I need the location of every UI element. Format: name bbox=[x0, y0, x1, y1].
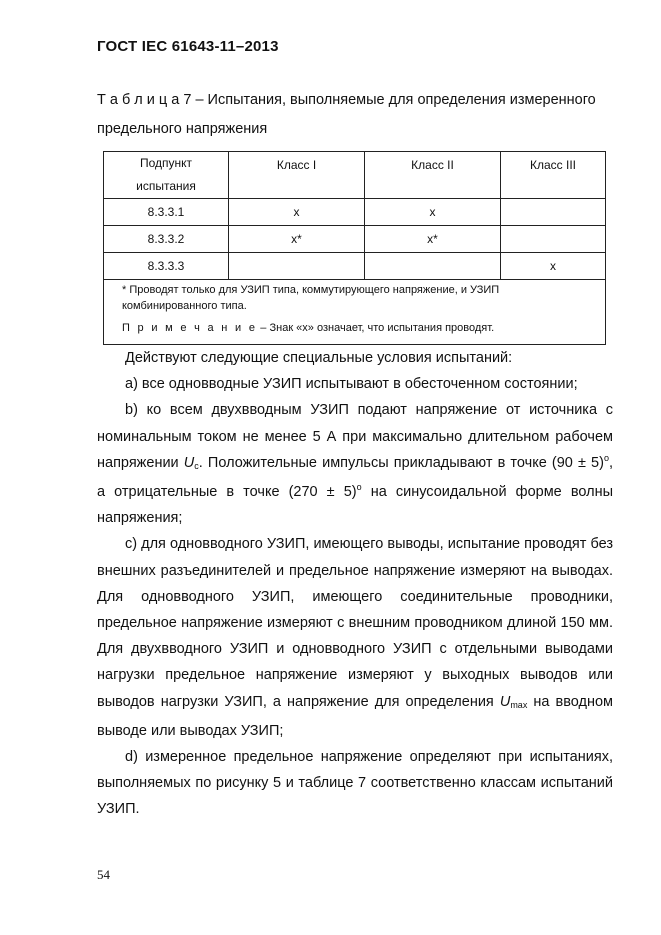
item-c-text-1: с) для одновводного УЗИП, имеющего выводы, испытание проводят без внешних разъединителей и предельное напряжение измеряют на выводах. Для одновводного УЗИП, имеющего соединительные проводники, предельное напряжение измеряют с внешним проводником длиной 150 мм. Для двухвводного УЗИП и одновводного УЗИП с отдельными выводами нагрузки предельное напряжение измеряют у выходных выводов или выводов нагрузки УЗИП, а напряжение для определения bbox=[97, 536, 613, 710]
symbol-uc-subscript: c bbox=[194, 460, 199, 471]
header-subclause-line2: испытания bbox=[136, 179, 196, 193]
paragraph-item-a: а) все одновводные УЗИП испытывают в обесточенном состоянии; bbox=[125, 376, 578, 393]
cell-class-2: x* bbox=[365, 226, 501, 253]
cell-subclause: 8.3.3.3 bbox=[104, 253, 229, 280]
item-b-text-1: b) ко всем двухвводным УЗИП подают напряжение от источника с номинальным током не менее 5 А при максимально длительном рабочем напряжении bbox=[97, 402, 613, 471]
table-note-text: – Знак «x» означает, что испытания проводят. bbox=[257, 322, 495, 334]
cell-subclause: 8.3.3.1 bbox=[104, 199, 229, 226]
body-text bbox=[97, 345, 613, 823]
cell-subclause: 8.3.3.2 bbox=[104, 226, 229, 253]
cell-class-2: x bbox=[365, 199, 501, 226]
paragraph-item-d: d) измеренное предельное напряжение определяют при испытаниях, выполняемых по рисунку 5 и таблице 7 соответственно классам испытаний УЗИП. bbox=[97, 749, 613, 818]
cell-class-1 bbox=[229, 253, 365, 280]
degree-sign-1: o bbox=[603, 452, 609, 463]
table-footnote: * Проводят только для УЗИП типа, коммутирующего напряжение, и УЗИП комбинированного типа. bbox=[122, 284, 500, 312]
table-caption-text: – Испытания, выполняемые для определения измеренного предельного напряжения bbox=[97, 92, 596, 137]
cell-class-3 bbox=[501, 199, 606, 226]
table-row bbox=[104, 253, 606, 280]
item-b-text-3: , а отрицательные в точке (270 ± 5) bbox=[97, 454, 613, 501]
cell-class-3 bbox=[501, 226, 606, 253]
degree-sign-2: o bbox=[356, 482, 362, 493]
header-class-3: Класс III bbox=[501, 152, 606, 199]
table-row bbox=[104, 199, 606, 226]
page-number: 54 bbox=[97, 867, 110, 882]
document-header: ГОСТ IEC 61643-11–2013 bbox=[97, 38, 279, 55]
table-notes bbox=[104, 280, 606, 345]
item-b-text-2: . Положительные импульсы прикладывают в точке (90 ± 5) bbox=[198, 454, 604, 471]
cell-class-1: x bbox=[229, 199, 365, 226]
header-subclause-line1: Подпункт bbox=[139, 156, 193, 170]
table-caption-label: Т а б л и ц а 7 bbox=[97, 92, 192, 108]
table-notes-row bbox=[104, 280, 606, 345]
symbol-umax-subscript: max bbox=[510, 699, 528, 710]
header-class-2: Класс II bbox=[365, 152, 501, 199]
table-header-row bbox=[104, 152, 606, 199]
item-c-text-2: на вводном выводе или выводах УЗИП; bbox=[97, 693, 613, 739]
paragraph-intro: Действуют следующие специальные условия испытаний: bbox=[125, 350, 513, 366]
cell-class-2 bbox=[365, 253, 501, 280]
header-subclause bbox=[104, 152, 229, 199]
table-caption bbox=[97, 86, 612, 144]
table-row bbox=[104, 226, 606, 253]
table-note bbox=[122, 320, 597, 336]
symbol-umax: U bbox=[499, 693, 511, 710]
cell-class-3: x bbox=[501, 253, 606, 280]
table-note-label: П р и м е ч а н и е bbox=[122, 322, 258, 334]
symbol-uc: U bbox=[183, 454, 195, 471]
test-table bbox=[103, 151, 606, 345]
header-class-1: Класс I bbox=[229, 152, 365, 199]
cell-class-1: x* bbox=[229, 226, 365, 253]
paragraph-item-c bbox=[97, 531, 613, 744]
item-b-text-4: на синусоидальной форме волны напряжения; bbox=[97, 484, 613, 527]
paragraph-item-b bbox=[97, 397, 613, 531]
